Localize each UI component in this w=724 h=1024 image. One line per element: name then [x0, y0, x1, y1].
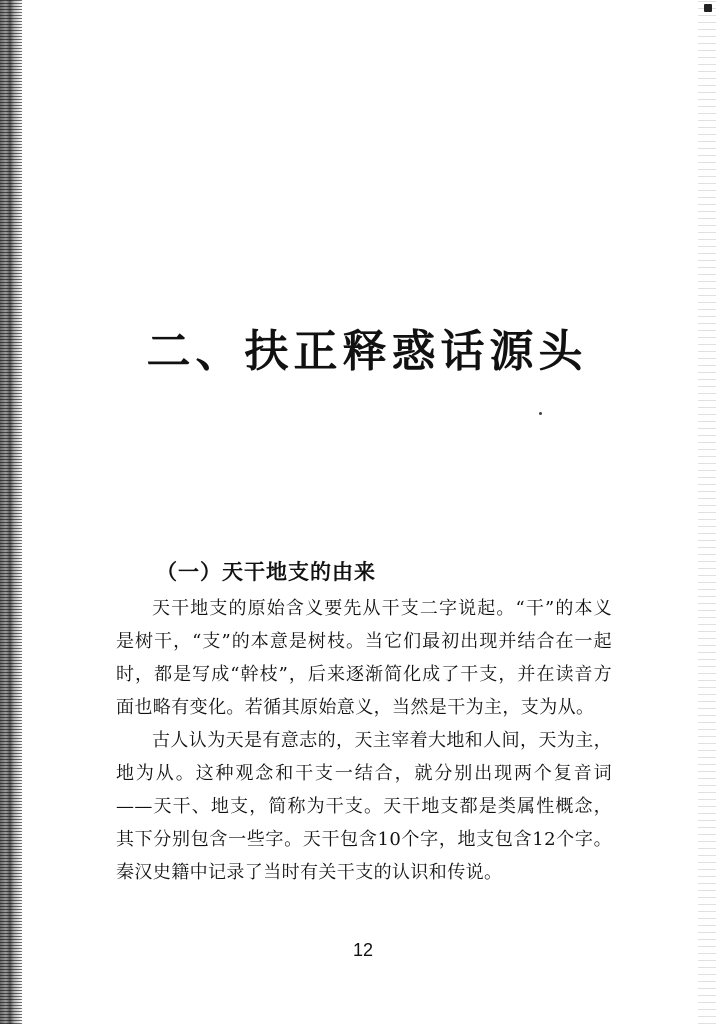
corner-mark	[704, 4, 712, 12]
body-text	[116, 592, 612, 889]
paragraph-2: 古人认为天是有意志的，天主宰着大地和人间，天为主，地为从。这种观念和干支一结合，就分别出现两个复音词——天干、地支，简称为干支。天干地支都是类属性概念，其下分别包含一些字。天干包含10个字，地支包含12个字。秦汉史籍中记录了当时有关干支的认识和传说。	[116, 730, 612, 883]
scan-speck	[539, 412, 542, 415]
scanned-right-margin	[698, 0, 716, 1024]
chapter-title: 二、扶正释惑话源头	[146, 326, 588, 377]
scanned-binding-edge	[0, 0, 22, 1024]
section-heading: （一）天干地支的由来	[156, 559, 376, 584]
page-number: 12	[352, 940, 374, 960]
paragraph-1: 天干地支的原始含义要先从干支二字说起。“干”的本义是树干，“支”的本意是树枝。当它们最初出现并结合在一起时，都是写成“幹枝”，后来逐渐简化成了干支，并在读音方面也略有变化。若循其原始意义，当然是干为主，支为从。	[116, 598, 612, 718]
